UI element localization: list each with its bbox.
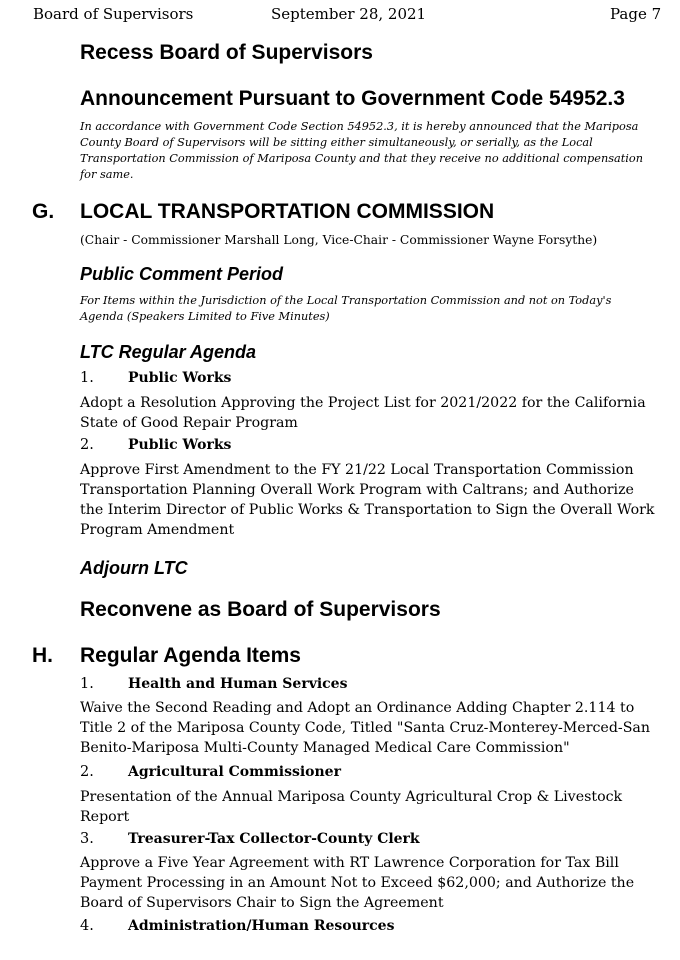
- agenda-item-text: Waive the Second Reading and Adopt an Ordinance Adding Chapter 2.114 to Title 2 of the Mariposa County Code, Titled "Santa Cruz-Monterey-Merced-San Benito-Mariposa Multi-County Managed Medical Care Commission": [80, 700, 651, 756]
- recess-heading: Recess Board of Supervisors: [80, 41, 373, 64]
- ltc-item-text: Adopt a Resolution Approving the Project List for 2021/2022 for the California State of Good Repair Program: [80, 395, 646, 431]
- agenda-item-number: 4.: [80, 918, 94, 934]
- agenda-item-text: Presentation of the Annual Mariposa County Agricultural Crop & Livestock Report: [80, 789, 623, 825]
- section-g-heading: LOCAL TRANSPORTATION COMMISSION: [80, 200, 495, 223]
- header-page-number: Page 7: [610, 5, 662, 23]
- agenda-item-number: 1.: [80, 676, 94, 692]
- agenda-item-title: Agricultural Commissioner: [128, 764, 341, 780]
- adjourn-ltc-heading: Adjourn LTC: [80, 558, 188, 578]
- agenda-item-title: Health and Human Services: [128, 676, 348, 692]
- reconvene-heading: Reconvene as Board of Supervisors: [80, 598, 441, 621]
- section-h-letter: H.: [32, 644, 53, 667]
- section-h-heading: Regular Agenda Items: [80, 644, 301, 667]
- ltc-item-text: Approve First Amendment to the FY 21/22 Local Transportation Commission Transportation Planning Overall Work Program with Caltrans; and Authorize the Interim Director of Public Works & Transportation to Sign the Overall Work Program Amendment: [80, 462, 655, 538]
- section-g-letter: G.: [32, 200, 55, 223]
- ltc-item-title: Public Works: [128, 370, 232, 386]
- ltc-item-number: 1.: [80, 370, 94, 386]
- announcement-text: In accordance with Government Code Section 54952.3, it is hereby announced that the Mariposa County Board of Supervisors will be sitting either simultaneously, or serially, as the Local Transportation Commission of Mariposa County and that they receive no additional compensation for same.: [80, 120, 643, 181]
- header-board-name: Board of Supervisors: [33, 5, 194, 23]
- ltc-item-number: 2.: [80, 437, 94, 453]
- ltc-agenda-heading: LTC Regular Agenda: [80, 342, 257, 362]
- header-date: September 28, 2021: [271, 5, 427, 23]
- public-comment-text: For Items within the Jurisdiction of the Local Transportation Commission and not on Today's Agenda (Speakers Limited to Five Minutes): [80, 294, 612, 323]
- announcement-heading: Announcement Pursuant to Government Code 54952.3: [80, 87, 625, 110]
- agenda-item-title: Treasurer-Tax Collector-County Clerk: [128, 831, 420, 847]
- agenda-item-number: 2.: [80, 764, 94, 780]
- agenda-item-text: Approve a Five Year Agreement with RT Lawrence Corporation for Tax Bill Payment Processing in an Amount Not to Exceed $62,000; and Authorize the Board of Supervisors Chair to Sign the Agreement: [80, 855, 635, 911]
- agenda-item-number: 3.: [80, 831, 94, 847]
- section-g-subtitle: (Chair - Commissioner Marshall Long, Vice-Chair - Commissioner Wayne Forsythe): [80, 233, 598, 247]
- ltc-item-title: Public Works: [128, 437, 232, 453]
- agenda-item-title: Administration/Human Resources: [128, 918, 395, 934]
- public-comment-heading: Public Comment Period: [80, 264, 284, 284]
